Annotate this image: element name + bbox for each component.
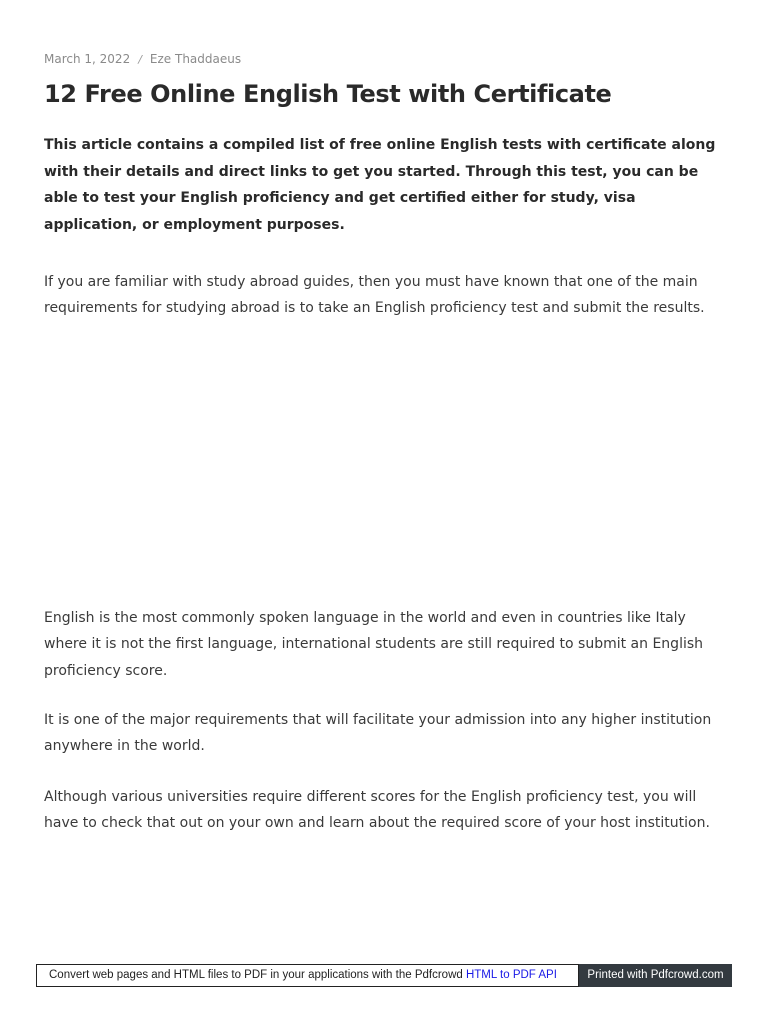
article-header (44, 48, 730, 238)
convert-text: Convert web pages and HTML files to PDF in your applications with the Pdfcrowd (49, 969, 466, 981)
html-to-pdf-api-link[interactable]: HTML to PDF API (465, 969, 557, 981)
post-author[interactable]: Eze Thaddaeus (149, 52, 242, 66)
article-lead: This article contains a compiled list of free online English tests with certificate along with their details and direct links to get you started. Through this test, you can be able to test your English proficiency and get certified either for study, visa application, or employment purposes. (44, 137, 716, 233)
page-title: 12 Free Online English Test with Certificate (44, 80, 612, 108)
blank-ad-space (44, 340, 730, 590)
meta-separator: / (138, 53, 142, 66)
paragraph-required-score: Although various universities require different scores for the English proficiency test, you will have to check that out on your own and learn about the required score of your host institution. (44, 789, 710, 832)
printed-with-pdfcrowd-link[interactable]: Printed with Pdfcrowd.com (579, 964, 732, 987)
paragraph-english-language: English is the most commonly spoken language in the world and even in countries like Italy where it is not the first language, international students are still required to submit an English proficiency score. (44, 610, 704, 679)
paragraph-study-abroad: If you are familiar with study abroad guides, then you must have known that one of the main requirements for studying abroad is to take an English proficiency test and submit the results. (44, 274, 705, 317)
post-meta (44, 48, 730, 70)
pdfcrowd-footer (36, 964, 732, 987)
post-date[interactable]: March 1, 2022 (44, 52, 131, 66)
convert-notice (36, 964, 579, 987)
paragraph-admission: It is one of the major requirements that will facilitate your admission into any higher institution anywhere in the world. (44, 712, 712, 755)
